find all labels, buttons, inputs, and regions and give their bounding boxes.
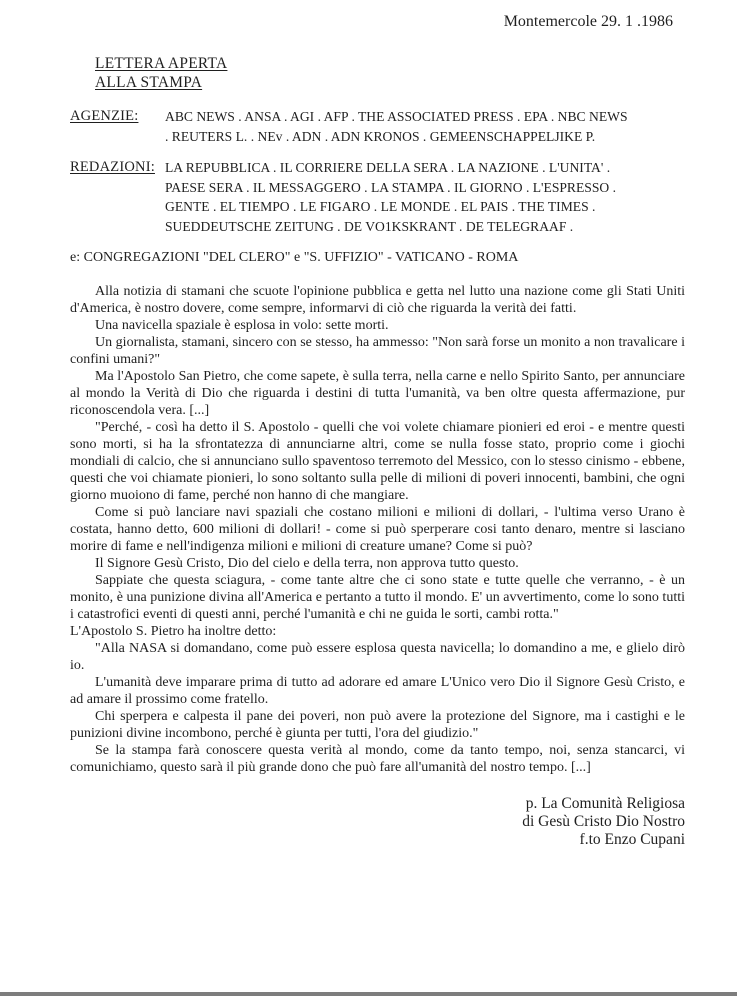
paragraph: Il Signore Gesù Cristo, Dio del cielo e della terra, non approva tutto questo. <box>95 556 519 571</box>
paragraph: Alla notizia di stamani che scuote l'opinione pubblica e getta nel lutto una nazione come gli Stati Uniti d'America, è nostro dovere, come sempre, informarvi di ciò che riguarda la verità dei fatti. <box>70 284 685 316</box>
agencies-block <box>70 107 685 146</box>
paragraph: "Perché, - così ha detto il S. Apostolo - quelli che voi volete chiamare pionieri ed eroi - e mentre questi sono morti, si ha la sfrontatezza di annunciarne altri, come se nulla fosse stato, proprio come i giochi mondiali di calcio, che si annunciano sullo spaventoso terremoto del Messico, con lo stesso cinismo - ebbene, questi che voi chiamate pionieri, lo sono soltanto sulla pelle di milioni di poveri innocenti, bambini, che ogni giorno muoiono di fame, perché non hanno di che mangiare. <box>70 420 685 503</box>
letter-title <box>95 55 685 92</box>
paragraph: "Alla NASA si domandano, come può essere esplosa questa navicella; lo domandino a me, e glielo dirò io. <box>70 641 685 673</box>
paragraph: Sappiate che questa sciagura, - come tante altre che ci sono state e tutte quelle che verranno, - è un monito, è una punizione divina all'America e pertanto a tutto il mondo. E' un avvertimento, come lo sono tutti i catastrofici eventi di questi anni, perché l'umanità e chi ne guida le sorti, cambi rotta." <box>70 573 685 622</box>
redactions-list <box>165 158 685 236</box>
dateline: Montemercole 29. 1 .1986 <box>503 13 673 30</box>
signature-block <box>70 795 685 849</box>
agencies-line: ABC NEWS . ANSA . AGI . AFP . THE ASSOCIATED PRESS . EPA . NBC NEWS <box>165 109 628 124</box>
agencies-label: AGENZIE: <box>70 108 139 124</box>
redactions-block <box>70 158 685 236</box>
paragraph: Un giornalista, stamani, sincero con se stesso, ha ammesso: "Non sarà forse un monito a non travalicare i confini umani?" <box>70 335 685 367</box>
redactions-line: GENTE . EL TIEMPO . LE FIGARO . LE MONDE . EL PAIS . THE TIMES . <box>165 199 596 214</box>
paragraph: Se la stampa farà conoscere questa verità al mondo, come da tanto tempo, noi, senza stancarci, vi comunichiamo, questo sarà il più grande dono che può fare all'umanità del nostro tempo. [...] <box>70 743 685 775</box>
paragraph: Chi sperpera e calpesta il pane dei poveri, non può avere la protezione del Signore, ma i castighi e le punizioni divine incombono, perché è giunta per tutti, l'ora del giudizio." <box>70 709 685 741</box>
redactions-line: PAESE SERA . IL MESSAGGERO . LA STAMPA . IL GIORNO . L'ESPRESSO . <box>165 179 617 195</box>
redactions-line: LA REPUBBLICA . IL CORRIERE DELLA SERA . LA NAZIONE . L'UNITA' . <box>165 160 611 175</box>
agencies-list <box>165 107 685 146</box>
paragraph: Ma l'Apostolo San Pietro, che come sapete, è sulla terra, nella carne e nello Spirito Santo, per annunciare al mondo la Verità di Dio che riguarda i destini di tutta l'umanità, va ben oltre questa affermazione, pur riconoscendola vera. [...] <box>70 369 685 418</box>
redactions-label: REDAZIONI: <box>70 159 155 175</box>
signature-line-2: di Gesù Cristo Dio Nostro <box>522 813 685 830</box>
addressees-extra: e: CONGREGAZIONI "DEL CLERO" e "S. UFFIZIO" - VATICANO - ROMA <box>70 250 519 265</box>
letter-body <box>70 283 685 776</box>
paragraph: L'umanità deve imparare prima di tutto ad adorare ed amare L'Unico vero Dio il Signore Gesù Cristo, e ad amare il prossimo come fratello. <box>70 675 685 707</box>
scan-bottom-edge <box>0 992 737 996</box>
paragraph: L'Apostolo S. Pietro ha inoltre detto: <box>70 624 277 639</box>
signature-line-3: f.to Enzo Cupani <box>579 831 685 848</box>
paragraph: Una navicella spaziale è esplosa in volo: sette morti. <box>95 318 389 333</box>
redactions-line: SUEDDEUTSCHE ZEITUNG . DE VO1KSKRANT . DE TELEGRAAF . <box>165 218 574 234</box>
signature-line-1: p. La Comunità Religiosa <box>525 795 685 812</box>
paragraph: Come si può lanciare navi spaziali che costano milioni e milioni di dollari, - l'ultima verso Urano è costata, hanno detto, 600 milioni di dollari! - come si può sperperare cosi tanto denaro, mentre si lasciano morire di fame e nell'indigenza milioni e milioni di creature umane? Come si può? <box>70 505 685 554</box>
agencies-line: . REUTERS L. . NEv . ADN . ADN KRONOS . GEMEENSCHAPPELJIKE P. <box>165 128 596 144</box>
title-line-2: ALLA STAMPA <box>95 73 203 91</box>
title-line-1: LETTERA APERTA <box>95 55 228 72</box>
